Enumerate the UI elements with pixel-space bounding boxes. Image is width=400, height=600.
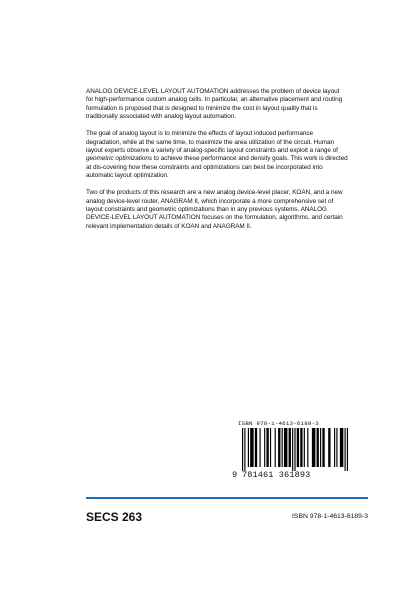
barcode-bar <box>244 428 245 471</box>
barcode-bar <box>345 428 346 471</box>
barcode-bar <box>282 428 283 467</box>
paragraph-2 <box>86 130 348 180</box>
barcode-bar <box>328 428 330 467</box>
barcode-bar <box>322 428 324 467</box>
barcode-bar <box>275 428 276 467</box>
paragraph-2-part-1: The goal of analog layout is to minimize the effects of layout induced performance degradation, while at the same time, to maximize the area utilization of the circuit. Human layout experts observe a variety of analog-specific layout constraints and exploit a range of <box>86 130 338 155</box>
barcode-lead-digit: 9 <box>232 470 238 480</box>
emphasis-geometric-optimizations: geometric optimizations <box>86 155 152 163</box>
barcode-bar <box>347 428 348 471</box>
barcode-number: 781461 361893 <box>242 470 311 480</box>
barcode-bar <box>340 428 343 467</box>
barcode-digits <box>232 470 352 480</box>
series-number: SECS 263 <box>86 510 143 524</box>
barcode-bar <box>248 428 249 467</box>
footer-divider <box>86 497 368 499</box>
barcode-bar <box>278 428 280 467</box>
barcode-bar <box>264 428 265 467</box>
barcode-bar <box>297 428 299 467</box>
barcode-isbn-label: ISBN 978-1-4613-6189-3 <box>238 420 319 427</box>
description-text <box>86 88 348 240</box>
barcode-bar <box>289 428 291 467</box>
barcode-bar <box>307 428 308 467</box>
barcode-bar <box>284 428 287 467</box>
barcode-bar <box>317 428 319 467</box>
barcode-bar <box>255 428 257 467</box>
barcode-bar <box>242 428 243 471</box>
barcode-bar <box>292 428 293 471</box>
barcode-bar <box>304 428 305 467</box>
barcode-bar <box>294 428 295 471</box>
barcode-bar <box>336 428 337 467</box>
barcode-bar <box>250 428 253 467</box>
barcode-bar <box>270 428 271 467</box>
barcode-bar <box>334 428 335 467</box>
paragraph-1: ANALOG DEVICE-LEVEL LAYOUT AUTOMATION addresses the problem of device layout for high-performance custom analog cells. In particular, an alternative placement and routing formulation is proposed that is designed to minimize the cost in layout quality that is traditionally associated with analog layout automation. <box>86 88 343 121</box>
isbn-barcode-block <box>232 420 350 484</box>
barcode-bar <box>312 428 315 467</box>
barcode-image <box>242 428 348 471</box>
paragraph-2-part-2: to achieve these performance and density goals. This work is directed at dis-covering how these constraints and optimizations can best be incorporated into automatic layout optimization. <box>86 155 348 180</box>
footer-isbn: ISBN 978-1-4613-6189-3 <box>292 513 368 520</box>
barcode-bar <box>259 428 260 467</box>
barcode-bar <box>300 428 302 467</box>
paragraph-3: Two of the products of this research are a new analog device-level placer, KOAN, and a new analog device-level router, ANAGRAM II, which incorporate a more comprehensive set of layout constraints and geometric optimizations than in any previous systems. ANALOG DEVICE-LEVEL LAYOUT AUTOMATION focuses on the formulation, algorithms, and certain relevant implementation details of KOAN and ANAGRAM II. <box>86 189 343 230</box>
barcode-bar <box>320 428 321 467</box>
barcode-bar <box>266 428 268 467</box>
